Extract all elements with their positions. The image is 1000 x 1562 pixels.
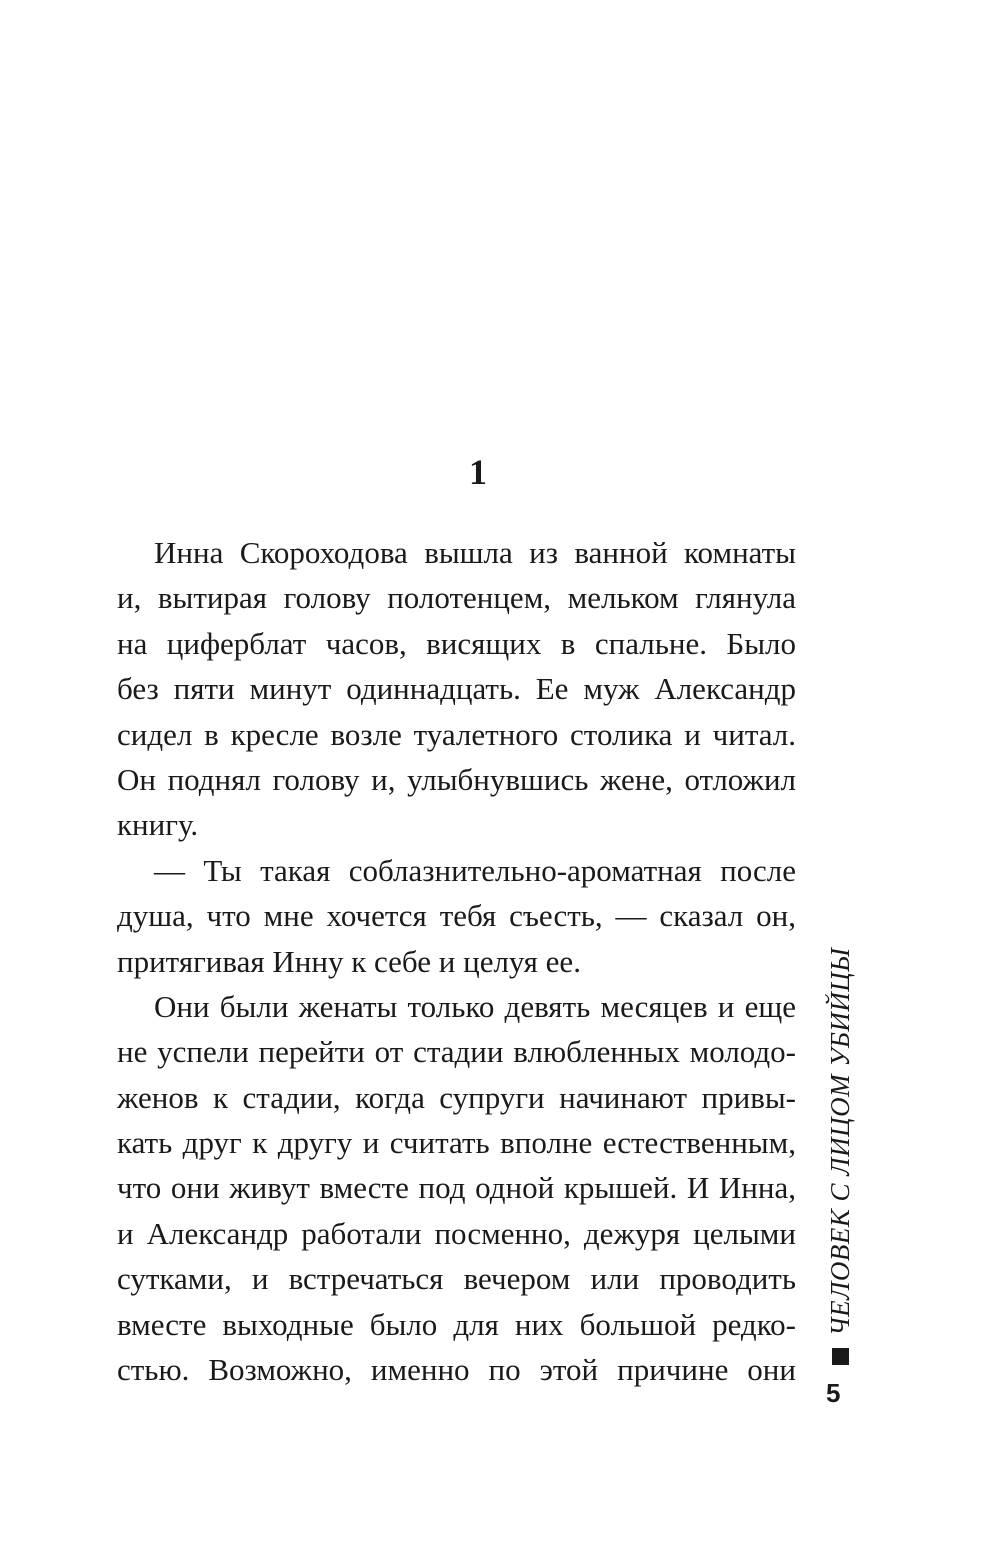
text-line: — Ты такая соблазнительно-ароматная после [154,852,796,888]
text-line: Инна Скороходова вышла из ванной комнаты [154,535,796,570]
text-line: и Александр работали посменно, дежуря целыми [117,1215,796,1251]
running-title: ЧЕЛОВЕК С ЛИЦОМ УБИЙЦЫ [824,947,855,1336]
text-line: не успели перейти от стадии влюбленных молодо- [117,1034,796,1070]
text-line: без пяти минут одиннадцать. Ее муж Александр [117,671,796,707]
text-line: Он поднял голову и, улыбнувшись жене, отложил [117,761,796,797]
page-number: 5 [826,1378,841,1408]
text-line: кать друг к другу и считать вполне естественным, [117,1125,796,1161]
body-text [117,530,796,1392]
chapter-number: 1 [469,452,487,492]
text-line: Они были женаты только девять месяцев и еще [154,988,796,1024]
text-line: душа, что мне хочется тебя съесть, — сказал он, [117,898,796,934]
text-line: вместе выходные было для них большой редко- [117,1306,796,1342]
text-line: сутками, и встречаться вечером или проводить [117,1261,796,1297]
text-line: книгу. [117,807,199,843]
text-line: притягивая Инну к себе и целуя ее. [117,943,581,979]
text-line: стью. Возможно, именно по этой причине они [117,1352,796,1388]
text-line: на циферблат часов, висящих в спальне. Было [117,625,796,661]
text-line: и, вытирая голову полотенцем, мельком глянула [117,580,796,616]
text-line: женов к стадии, когда супруги начинают привы- [117,1079,796,1115]
text-line: сидел в кресле возле туалетного столика и читал. [117,716,796,752]
square-bullet-icon [832,1348,849,1365]
running-head [818,935,862,1365]
text-line: что они живут вместе под одной крышей. И Инна, [117,1170,796,1206]
